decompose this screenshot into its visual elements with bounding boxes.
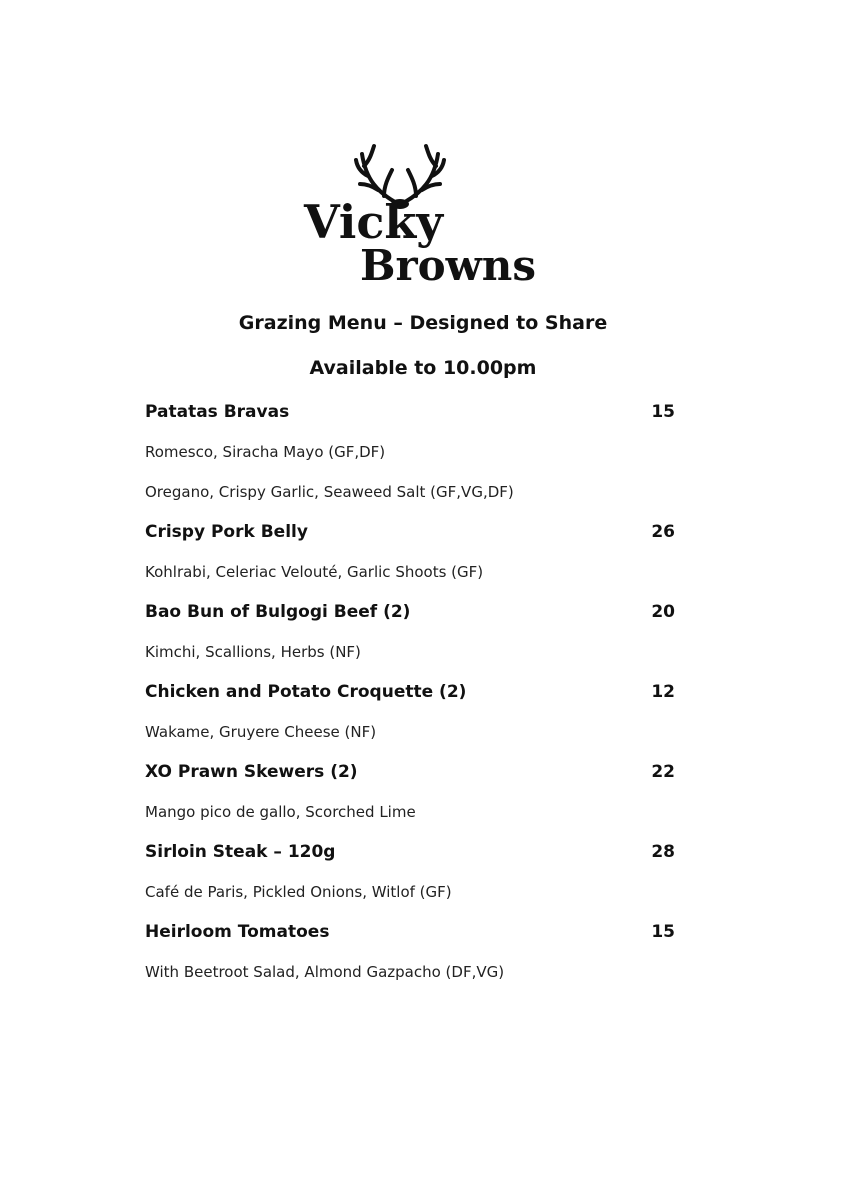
menu-item-header xyxy=(145,680,675,720)
brand-logo xyxy=(300,140,550,290)
menu-item xyxy=(145,920,675,1000)
menu-item xyxy=(145,520,675,600)
menu-item xyxy=(145,680,675,760)
menu-item xyxy=(145,840,675,920)
menu-item-price: 22 xyxy=(651,762,675,782)
menu-item-header xyxy=(145,840,675,880)
menu-item-name: Bao Bun of Bulgogi Beef (2) xyxy=(145,602,411,622)
menu-item-description: Kohlrabi, Celeriac Velouté, Garlic Shoots (GF) xyxy=(145,563,484,581)
menu-item-description: Oregano, Crispy Garlic, Seaweed Salt (GF,VG,DF) xyxy=(145,483,514,501)
menu-item-price: 28 xyxy=(651,842,675,862)
menu-item-header xyxy=(145,600,675,640)
menu-item-header xyxy=(145,400,675,440)
menu-item-name: Heirloom Tomatoes xyxy=(145,922,330,942)
menu-item-description: Mango pico de gallo, Scorched Lime xyxy=(145,803,416,821)
menu-title: Grazing Menu – Designed to Share xyxy=(238,312,608,334)
menu-availability: Available to 10.00pm xyxy=(309,357,537,379)
menu-list xyxy=(145,400,675,1000)
menu-item xyxy=(145,760,675,840)
logo-text-vicky: Vicky xyxy=(304,195,443,249)
menu-item xyxy=(145,600,675,680)
menu-item-description: Café de Paris, Pickled Onions, Witlof (GF) xyxy=(145,883,452,901)
menu-item-name: Sirloin Steak – 120g xyxy=(145,842,336,862)
menu-item-price: 26 xyxy=(651,522,675,542)
menu-item-header xyxy=(145,520,675,560)
antler-logo-icon xyxy=(300,140,550,290)
menu-item-price: 12 xyxy=(651,682,675,702)
menu-item xyxy=(145,400,675,520)
menu-item-name: Patatas Bravas xyxy=(145,402,290,422)
menu-item-name: XO Prawn Skewers (2) xyxy=(145,762,358,782)
menu-item-description: Wakame, Gruyere Cheese (NF) xyxy=(145,723,377,741)
menu-item-description: Kimchi, Scallions, Herbs (NF) xyxy=(145,643,361,661)
menu-item-header xyxy=(145,760,675,800)
menu-item-header xyxy=(145,920,675,960)
menu-item-price: 20 xyxy=(651,602,675,622)
menu-item-name: Crispy Pork Belly xyxy=(145,522,308,542)
menu-item-name: Chicken and Potato Croquette (2) xyxy=(145,682,467,702)
menu-item-description: With Beetroot Salad, Almond Gazpacho (DF,VG) xyxy=(145,963,505,981)
menu-item-description: Romesco, Siracha Mayo (GF,DF) xyxy=(145,443,386,461)
logo-text-browns: Browns xyxy=(360,241,536,290)
menu-item-price: 15 xyxy=(651,922,675,942)
menu-item-price: 15 xyxy=(651,402,675,422)
